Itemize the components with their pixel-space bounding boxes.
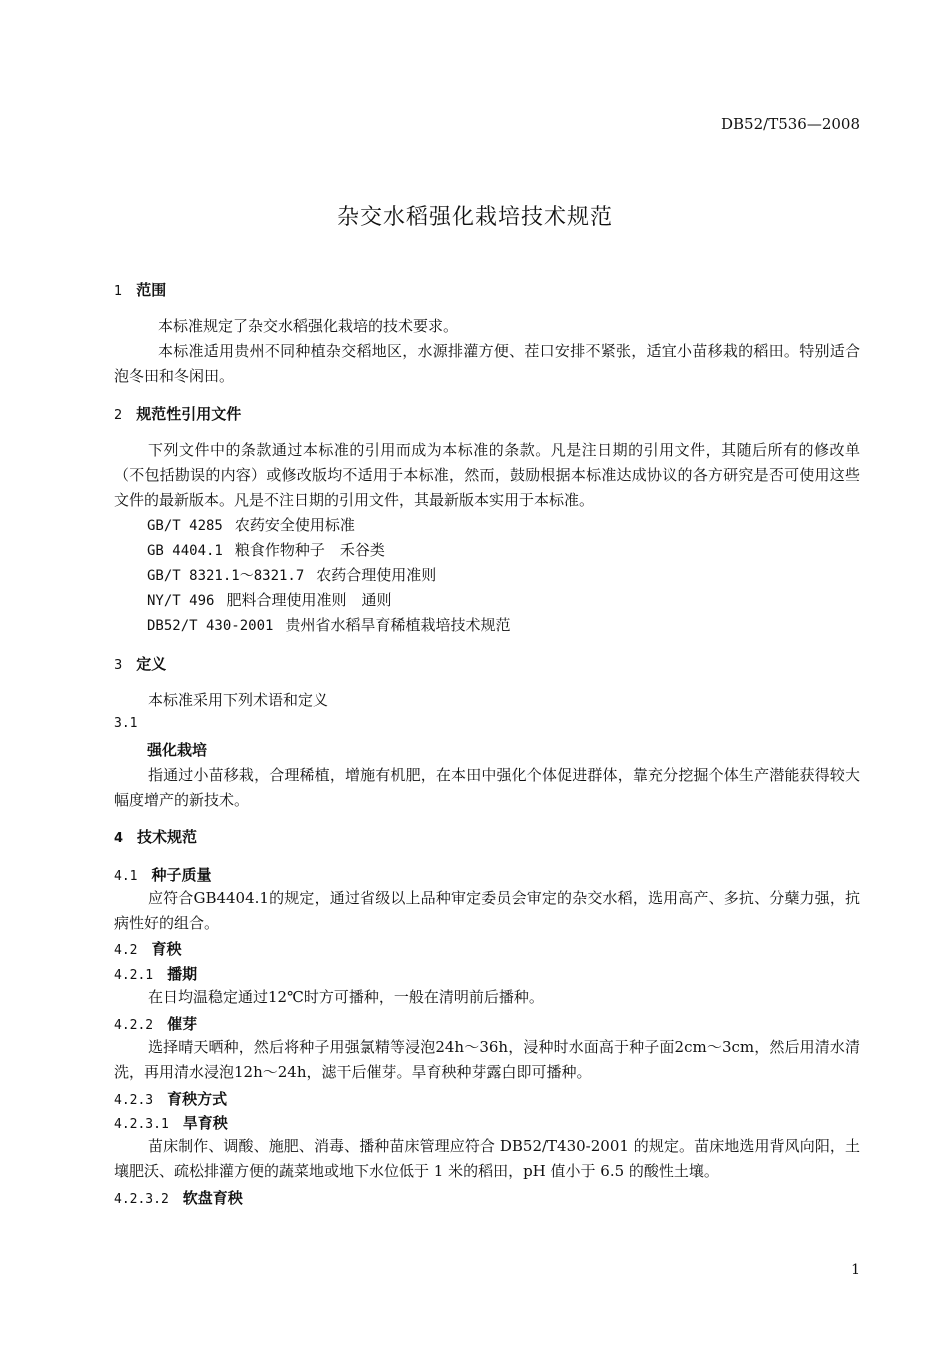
clause-title: 种子质量 xyxy=(151,866,212,884)
section-1-heading xyxy=(114,279,166,300)
section-number: 4 xyxy=(114,831,124,846)
reference-item xyxy=(147,514,355,535)
section-number: 1 xyxy=(114,284,123,299)
section-4-heading xyxy=(114,826,197,847)
paragraph: 苗床制作、调酸、施肥、消毒、播种苗床管理应符合 DB52/T430-2001 的规定。苗床地选用背风向阳，土壤肥沃、疏松排灌方便的蔬菜地或地下水位低于 1 米的稻田，pH 值小于 6.5 的酸性土壤。 xyxy=(114,1137,860,1180)
reference-code: DB52/T 430-2001 xyxy=(147,618,274,634)
section-title: 定义 xyxy=(136,655,167,673)
clause-number: 4.1 xyxy=(114,869,138,884)
reference-item xyxy=(147,539,385,560)
clause-title: 育秧 xyxy=(151,940,182,958)
clause-4-2-3-heading xyxy=(114,1088,227,1109)
clause-number: 4.2.1 xyxy=(114,968,154,983)
section-number: 2 xyxy=(114,408,123,423)
page-number: 1 xyxy=(851,1262,860,1278)
term: 强化栽培 xyxy=(147,741,208,759)
reference-title: 肥料合理使用准则 通则 xyxy=(226,591,392,609)
clause-4-2-1-heading xyxy=(114,963,197,984)
section-title: 规范性引用文件 xyxy=(136,405,242,423)
clause-title: 播期 xyxy=(167,965,198,983)
clause-number: 4.2.3.1 xyxy=(114,1117,169,1132)
clause-title: 软盘育秧 xyxy=(182,1189,243,1207)
paragraph: 在日均温稳定通过12℃时方可播种，一般在清明前后播种。 xyxy=(148,988,544,1006)
reference-item xyxy=(147,614,510,635)
paragraph: 本标准规定了杂交水稻强化栽培的技术要求。 xyxy=(158,317,459,335)
section-2-heading xyxy=(114,403,241,424)
reference-title: 贵州省水稻旱育稀植栽培技术规范 xyxy=(285,616,511,634)
clause-number: 4.2 xyxy=(114,943,138,958)
clause-title: 育秧方式 xyxy=(167,1090,228,1108)
reference-title: 粮食作物种子 禾谷类 xyxy=(234,541,385,559)
clause-number: 4.2.3.2 xyxy=(114,1192,169,1207)
clause-number: 3.1 xyxy=(114,716,138,731)
reference-code: GB/T 8321.1～8321.7 xyxy=(147,568,305,584)
document-title: 杂交水稻强化栽培技术规范 xyxy=(336,205,613,230)
paragraph: 选择晴天晒种，然后将种子用强氯精等浸泡24h～36h，浸种时水面高于种子面2cm～3cm，然后用清水清洗，再用清水浸泡12h～24h，滤干后催芽。旱育秧种芽露白即可播种。 xyxy=(114,1038,860,1081)
reference-title: 农药合理使用准则 xyxy=(316,566,437,584)
clause-number: 4.2.3 xyxy=(114,1093,154,1108)
section-3-heading xyxy=(114,653,166,674)
clause-number: 4.2.2 xyxy=(114,1018,154,1033)
reference-item xyxy=(147,564,436,585)
clause-4-2-3-1-heading xyxy=(114,1112,228,1133)
paragraph: 应符合GB4404.1的规定，通过省级以上品种审定委员会审定的杂交水稻，选用高产、多抗、分蘖力强，抗病性好的组合。 xyxy=(114,889,860,932)
reference-title: 农药安全使用标准 xyxy=(234,516,355,534)
section-number: 3 xyxy=(114,658,123,673)
paragraph: 本标准适用贵州不同种植杂交稻地区，水源排灌方便、茬口安排不紧张，适宜小苗移栽的稻田。特别适合泡冬田和冬闲田。 xyxy=(114,342,860,385)
reference-code: GB/T 4285 xyxy=(147,518,223,534)
term-definition: 指通过小苗移栽，合理稀植，增施有机肥，在本田中强化个体促进群体，靠充分挖掘个体生产潜能获得较大幅度增产的新技术。 xyxy=(114,766,860,809)
reference-item xyxy=(147,589,391,610)
clause-title: 旱育秧 xyxy=(182,1114,228,1132)
clause-4-1-heading xyxy=(114,864,212,885)
clause-4-2-2-heading xyxy=(114,1013,197,1034)
reference-code: NY/T 496 xyxy=(147,593,215,609)
paragraph: 下列文件中的条款通过本标准的引用而成为本标准的条款。凡是注日期的引用文件，其随后所有的修改单（不包括勘误的内容）或修改版均不适用于本标准，然而，鼓励根据本标准达成协议的各方研究是否可使用这些文件的最新版本。凡是不注日期的引用文件，其最新版本实用于本标准。 xyxy=(114,441,860,509)
clause-4-2-3-2-heading xyxy=(114,1187,243,1208)
clause-title: 催芽 xyxy=(167,1015,198,1033)
reference-code: GB 4404.1 xyxy=(147,543,223,559)
section-title: 范围 xyxy=(136,281,167,299)
clause-4-2-heading xyxy=(114,938,182,959)
standard-code: DB52/T536—2008 xyxy=(721,115,860,133)
paragraph: 本标准采用下列术语和定义 xyxy=(148,691,329,709)
section-title: 技术规范 xyxy=(137,828,198,846)
